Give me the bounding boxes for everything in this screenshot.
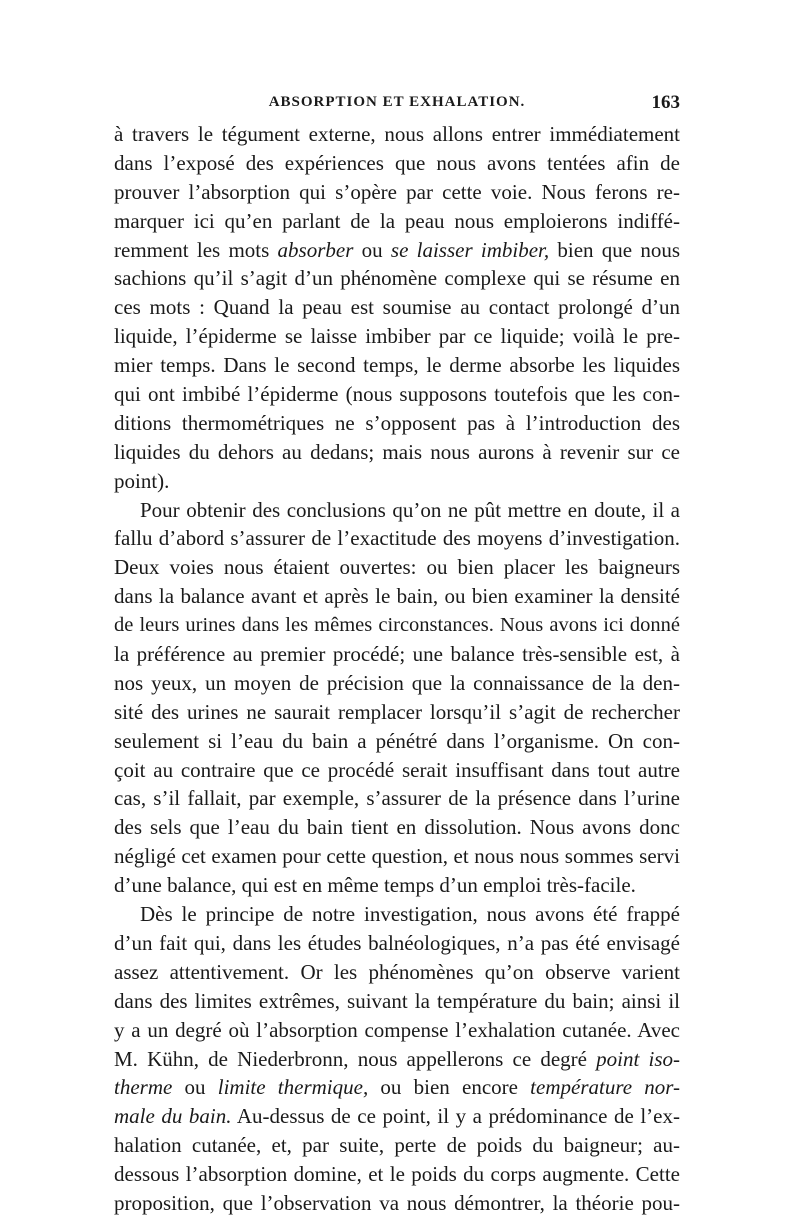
text-line: la préférence au premier procédé; une balance très-sensible est, à: [114, 642, 680, 667]
running-head: [114, 94, 680, 116]
text-line: qui ont imbibé l’épiderme (nous supposons toutefois que les con-: [114, 382, 680, 407]
text-line: ditions thermométriques ne s’opposent pas à l’introduction des: [114, 410, 680, 435]
page-number: 163: [651, 92, 680, 113]
italic-term: therme: [114, 1075, 173, 1100]
text-line: Dès le principe de notre investigation, nous avons été frappé: [140, 902, 680, 927]
running-title: ABSORPTION ET EXHALATION.: [268, 94, 526, 110]
text-line: dessous l’absorption domine, et le poids du corps augmente. Cette: [114, 1162, 680, 1187]
text-line: [114, 1073, 680, 1102]
text-run: ou: [353, 237, 391, 262]
text-line: liquides du dehors au dedans; mais nous aurons à revenir sur ce: [114, 439, 680, 464]
text-line: négligé cet examen pour cette question, et nous nous sommes servi: [114, 844, 680, 869]
text-line: ces mots : Quand la peau est soumise au contact prolongé d’un: [114, 295, 680, 320]
text-line: dans des limites extrêmes, suivant la température du bain; ainsi il: [114, 988, 680, 1013]
text-line: fallu d’abord s’assurer de l’exactitude des moyens d’investigation.: [114, 526, 680, 551]
text-line: à travers le tégument externe, nous allons entrer immédiatement: [114, 122, 680, 146]
text-line: liquide, l’épiderme se laisse imbiber par ce liquide; voilà le pre-: [114, 324, 680, 349]
italic-term: absorber: [277, 237, 354, 262]
text-line: sachions qu’il s’agit d’un phénomène complexe qui se résume en: [114, 266, 680, 291]
text-line: de leurs urines dans les mêmes circonstances. Nous avons ici donné: [114, 614, 680, 637]
text-body: [114, 120, 680, 1218]
text-run: ou: [172, 1075, 218, 1100]
text-line: [114, 1045, 680, 1074]
text-run: remment les mots: [114, 237, 278, 262]
text-line: proposition, que l’observation va nous démontrer, la théorie pou-: [114, 1190, 680, 1215]
text-line: seulement si l’eau du bain a pénétré dans l’organisme. On con-: [114, 728, 680, 753]
text-line: prouver l’absorption qui s’opère par cette voie. Nous ferons re-: [114, 179, 680, 204]
text-line: Pour obtenir des conclusions qu’on ne pût mettre en doute, il a: [140, 497, 680, 522]
text-line: [114, 1102, 680, 1131]
text-line: dans l’exposé des expériences que nous avons tentées afin de: [114, 150, 680, 175]
text-line: dans la balance avant et après le bain, ou bien examiner la densité: [114, 584, 680, 609]
text-line: y a un degré où l’absorption compense l’exhalation cutanée. Avec: [114, 1017, 680, 1042]
text-line: assez attentivement. Or les phénomènes qu’on observe varient: [114, 959, 680, 984]
italic-term: se laisser imbiber,: [390, 237, 550, 262]
text-line: d’une balance, qui est en même temps d’un emploi très-facile.: [114, 873, 636, 898]
italic-term: male du bain.: [114, 1104, 232, 1129]
text-line: cas, s’il fallait, par exemple, s’assurer de la présence dans l’urine: [114, 786, 680, 811]
text-line: nos yeux, un moyen de précision que la connaissance de la den-: [114, 670, 680, 695]
text-run: bien que nous: [549, 237, 681, 262]
text-run: ou bien encore: [368, 1075, 531, 1100]
text-line: sité des urines ne saurait remplacer lorsqu’il s’agit de rechercher: [114, 699, 680, 724]
text-run: Au-dessus de ce point, il y a prédominance de l’ex-: [231, 1104, 680, 1129]
text-line: halation cutanée, et, par suite, perte de poids du baigneur; au-: [114, 1133, 680, 1158]
text-line: [114, 236, 680, 265]
text-line: mier temps. Dans le second temps, le derme absorbe les liquides: [114, 353, 680, 378]
italic-term: point iso-: [596, 1046, 680, 1071]
text-line: point).: [114, 468, 170, 493]
text-line: des sels que l’eau du bain tient en dissolution. Nous avons donc: [114, 815, 680, 840]
text-run: M. Kühn, de Niederbronn, nous appellerons ce degré: [114, 1046, 597, 1071]
italic-term: limite thermique,: [217, 1075, 369, 1100]
text-line: marquer ici qu’en parlant de la peau nous emploierons indiffé-: [114, 208, 680, 233]
text-line: çoit au contraire que ce procédé serait insuffisant dans tout autre: [114, 757, 680, 782]
text-line: d’un fait qui, dans les études balnéologiques, n’a pas été envisagé: [114, 930, 680, 955]
text-line: Deux voies nous étaient ouvertes: ou bien placer les baigneurs: [114, 555, 680, 580]
italic-term: température nor-: [530, 1075, 680, 1100]
